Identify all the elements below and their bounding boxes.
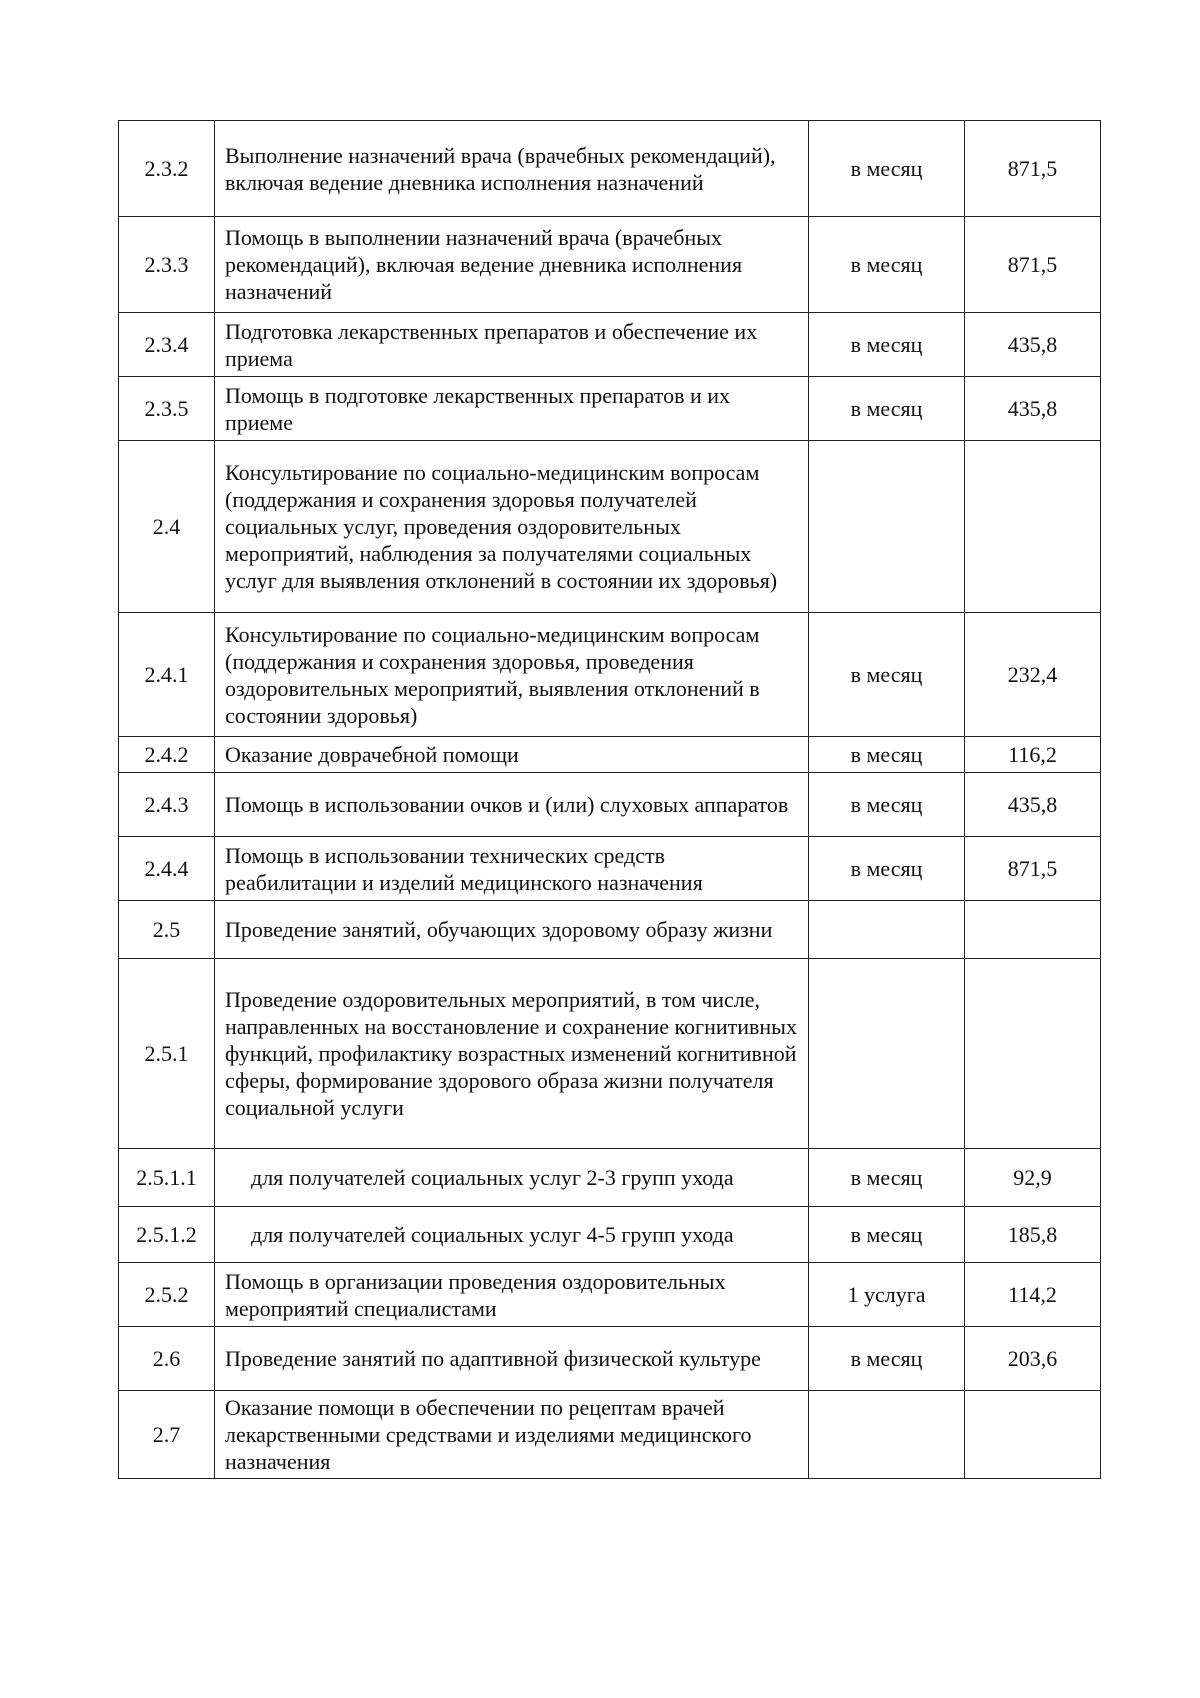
table-row bbox=[119, 1207, 1101, 1263]
service-name: Подготовка лекарственных препаратов и обеспечение их приема bbox=[215, 313, 809, 377]
table-row bbox=[119, 737, 1101, 773]
service-name: Оказание помощи в обеспечении по рецептам врачей лекарственными средствами и изделиями медицинского назначения bbox=[215, 1391, 809, 1479]
table-row bbox=[119, 217, 1101, 313]
table-row bbox=[119, 1149, 1101, 1207]
service-name: Помощь в использовании технических средств реабилитации и изделий медицинского назначения bbox=[215, 837, 809, 901]
table-row bbox=[119, 1391, 1101, 1479]
service-name bbox=[215, 1149, 809, 1207]
service-name: Помощь в организации проведения оздоровительных мероприятий специалистами bbox=[215, 1263, 809, 1327]
row-number: 2.5.2 bbox=[119, 1263, 215, 1327]
row-number: 2.4.3 bbox=[119, 773, 215, 837]
service-name: Помощь в подготовке лекарственных препаратов и их приеме bbox=[215, 377, 809, 441]
table-row bbox=[119, 959, 1101, 1149]
unit bbox=[809, 959, 965, 1149]
unit: в месяц bbox=[809, 837, 965, 901]
unit: в месяц bbox=[809, 313, 965, 377]
unit: в месяц bbox=[809, 1207, 965, 1263]
table-row bbox=[119, 313, 1101, 377]
row-number: 2.3.4 bbox=[119, 313, 215, 377]
unit: в месяц bbox=[809, 377, 965, 441]
service-name: Оказание доврачебной помощи bbox=[215, 737, 809, 773]
unit: в месяц bbox=[809, 613, 965, 737]
row-number: 2.6 bbox=[119, 1327, 215, 1391]
row-number: 2.7 bbox=[119, 1391, 215, 1479]
price: 92,9 bbox=[965, 1149, 1101, 1207]
service-name-text: для получателей социальных услуг 4-5 групп ухода bbox=[251, 1222, 734, 1247]
price: 232,4 bbox=[965, 613, 1101, 737]
row-number: 2.4.1 bbox=[119, 613, 215, 737]
service-name: Выполнение назначений врача (врачебных рекомендаций), включая ведение дневника исполнения назначений bbox=[215, 121, 809, 217]
row-number: 2.3.5 bbox=[119, 377, 215, 441]
table-row bbox=[119, 837, 1101, 901]
price: 114,2 bbox=[965, 1263, 1101, 1327]
unit bbox=[809, 441, 965, 613]
row-number: 2.4 bbox=[119, 441, 215, 613]
service-name: Проведение занятий по адаптивной физической культуре bbox=[215, 1327, 809, 1391]
table-row bbox=[119, 1327, 1101, 1391]
unit bbox=[809, 1391, 965, 1479]
row-number: 2.5.1.1 bbox=[119, 1149, 215, 1207]
price bbox=[965, 1391, 1101, 1479]
service-name-text: для получателей социальных услуг 2-3 групп ухода bbox=[251, 1165, 734, 1190]
table-row bbox=[119, 441, 1101, 613]
unit: 1 услуга bbox=[809, 1263, 965, 1327]
price: 871,5 bbox=[965, 121, 1101, 217]
row-number: 2.5 bbox=[119, 901, 215, 959]
price bbox=[965, 441, 1101, 613]
unit bbox=[809, 901, 965, 959]
price bbox=[965, 901, 1101, 959]
unit: в месяц bbox=[809, 1327, 965, 1391]
service-name: Консультирование по социально-медицинским вопросам (поддержания и сохранения здоровья, проведения оздоровительных мероприятий, выявления отклонений в состоянии здоровья) bbox=[215, 613, 809, 737]
service-name bbox=[215, 1207, 809, 1263]
table-row bbox=[119, 773, 1101, 837]
table-row bbox=[119, 613, 1101, 737]
price: 185,8 bbox=[965, 1207, 1101, 1263]
service-name: Проведение занятий, обучающих здоровому образу жизни bbox=[215, 901, 809, 959]
price: 435,8 bbox=[965, 773, 1101, 837]
row-number: 2.5.1 bbox=[119, 959, 215, 1149]
price: 116,2 bbox=[965, 737, 1101, 773]
service-name: Помощь в выполнении назначений врача (врачебных рекомендаций), включая ведение дневника исполнения назначений bbox=[215, 217, 809, 313]
service-name: Проведение оздоровительных мероприятий, в том числе, направленных на восстановление и сохранение когнитивных функций, профилактику возрастных изменений когнитивной сферы, формирование здорового образа жизни получателя социальной услуги bbox=[215, 959, 809, 1149]
price: 435,8 bbox=[965, 313, 1101, 377]
row-number: 2.3.2 bbox=[119, 121, 215, 217]
row-number: 2.4.2 bbox=[119, 737, 215, 773]
price: 435,8 bbox=[965, 377, 1101, 441]
table-row bbox=[119, 121, 1101, 217]
price: 871,5 bbox=[965, 217, 1101, 313]
service-name: Помощь в использовании очков и (или) слуховых аппаратов bbox=[215, 773, 809, 837]
unit: в месяц bbox=[809, 121, 965, 217]
table-row bbox=[119, 1263, 1101, 1327]
table-row bbox=[119, 377, 1101, 441]
unit: в месяц bbox=[809, 1149, 965, 1207]
unit: в месяц bbox=[809, 217, 965, 313]
price bbox=[965, 959, 1101, 1149]
row-number: 2.3.3 bbox=[119, 217, 215, 313]
row-number: 2.4.4 bbox=[119, 837, 215, 901]
price: 203,6 bbox=[965, 1327, 1101, 1391]
unit: в месяц bbox=[809, 737, 965, 773]
price: 871,5 bbox=[965, 837, 1101, 901]
row-number: 2.5.1.2 bbox=[119, 1207, 215, 1263]
service-name: Консультирование по социально-медицинским вопросам (поддержания и сохранения здоровья получателей социальных услуг, проведения оздоровительных мероприятий, наблюдения за получателями социальных услуг для выявления отклонений в состоянии их здоровья) bbox=[215, 441, 809, 613]
unit: в месяц bbox=[809, 773, 965, 837]
tariff-table bbox=[118, 120, 1101, 1479]
table-row bbox=[119, 901, 1101, 959]
